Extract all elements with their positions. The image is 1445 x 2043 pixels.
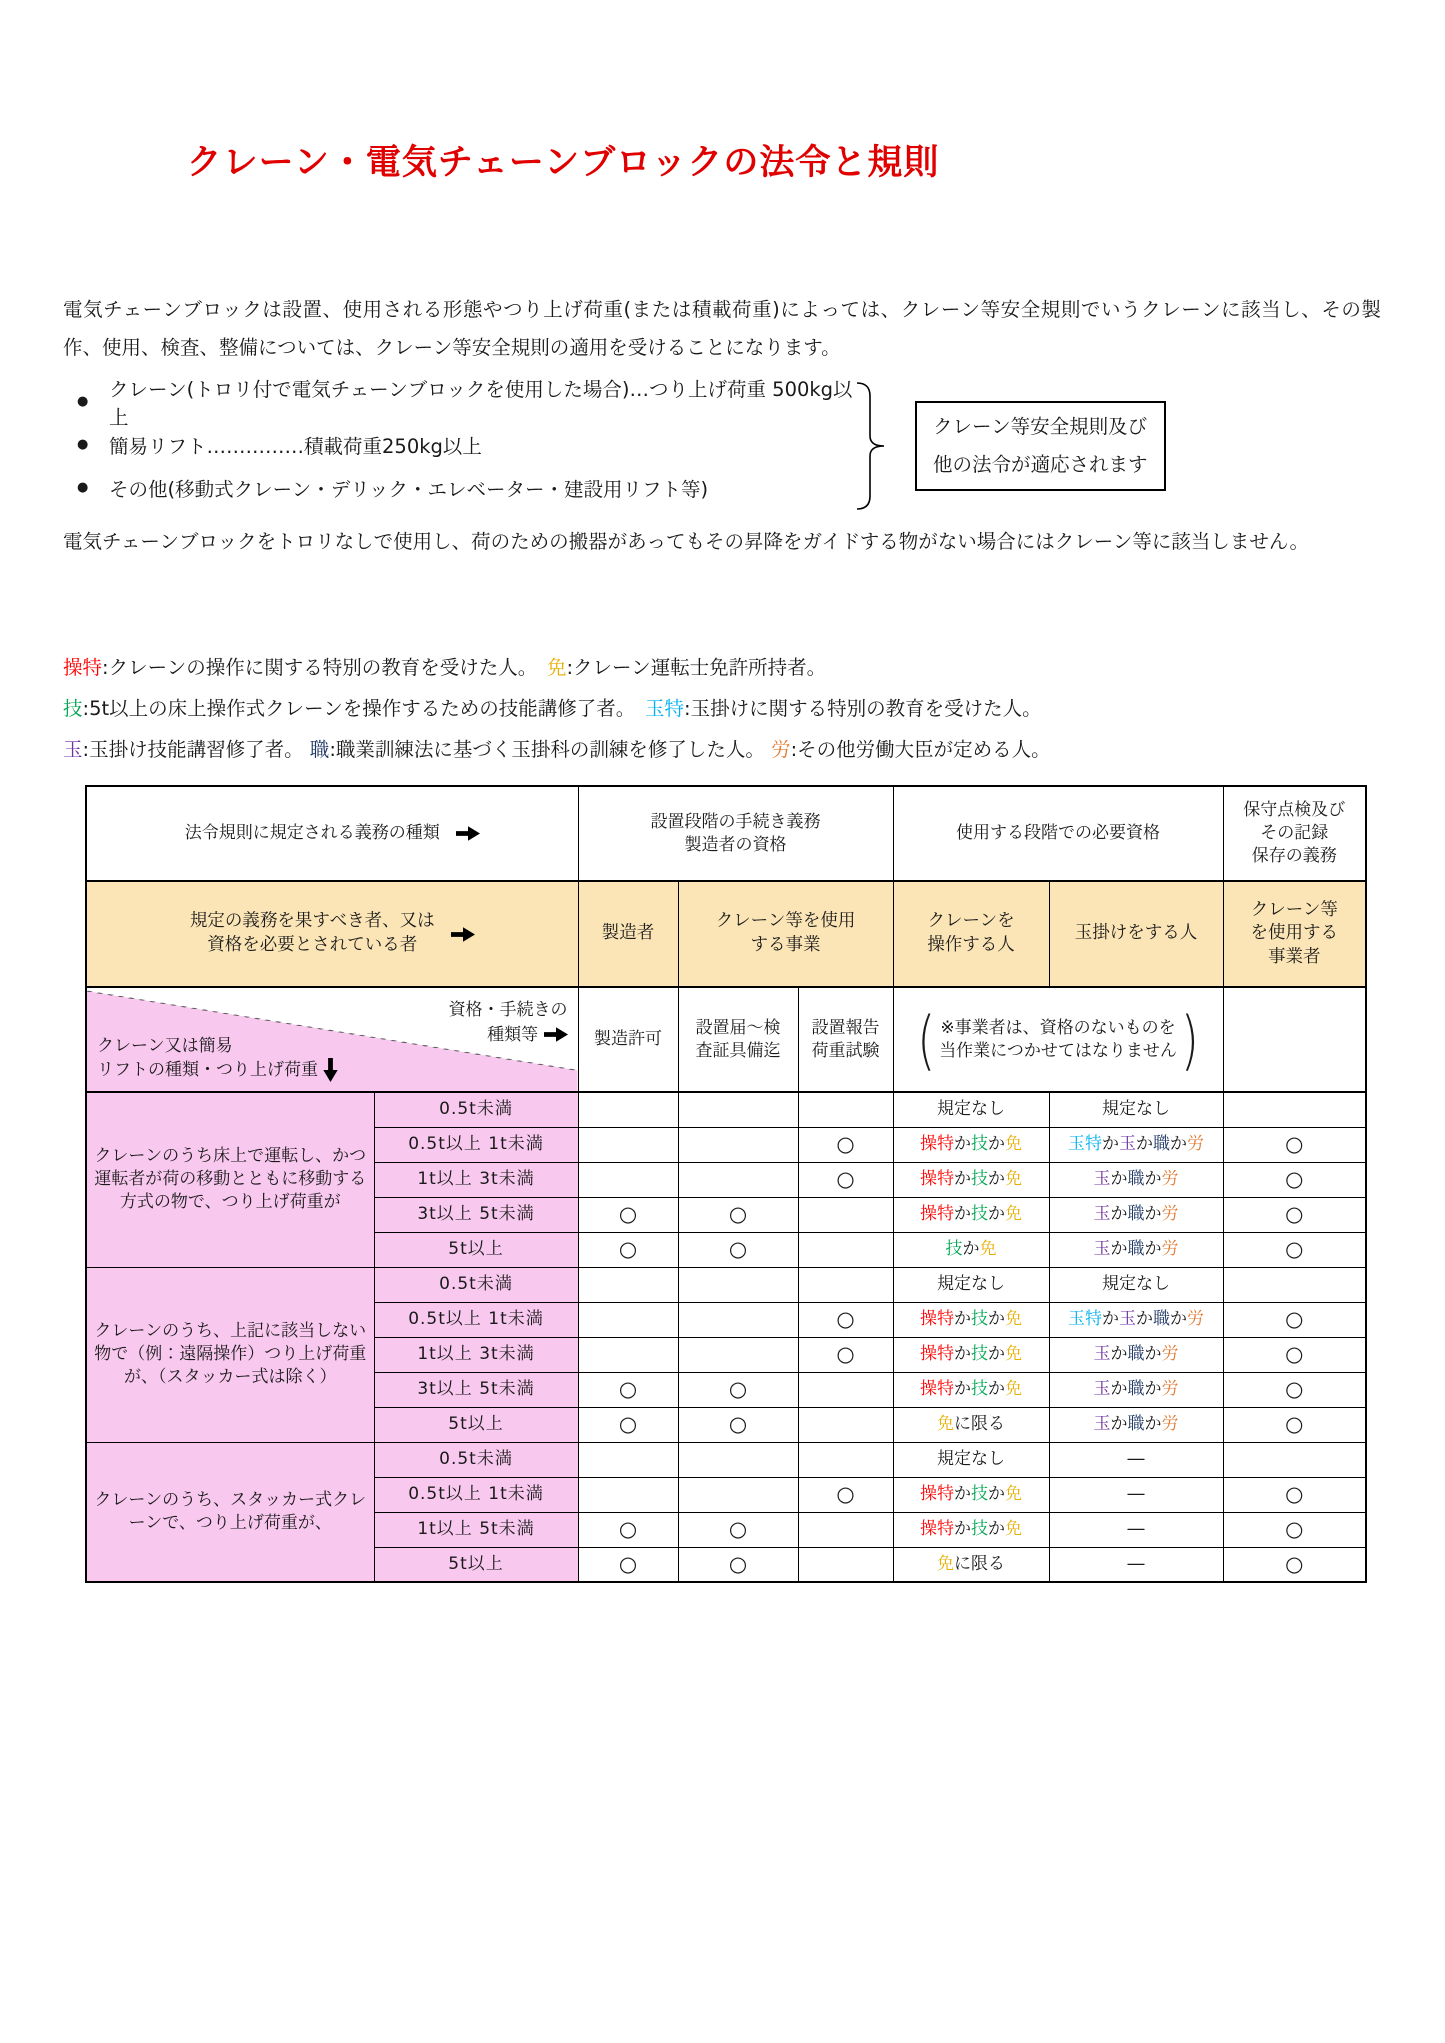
circle-mark: ○	[1285, 1517, 1304, 1542]
term-職: 職	[1127, 1204, 1145, 1225]
header-cell-maker: 製造者	[578, 881, 678, 987]
arrow-down-icon	[323, 1058, 338, 1082]
circle-mark: ○	[618, 1517, 638, 1542]
tonnage-cell: 1t以上 3t未満	[374, 1337, 578, 1372]
data-cell	[1223, 1267, 1366, 1302]
term-技: 技	[971, 1309, 989, 1330]
diagonal-header-cell	[86, 987, 578, 1092]
header-line: クレーンを	[927, 911, 1015, 932]
header-line: リフトの種類・つり上げ荷重	[97, 1058, 338, 1083]
circle-mark-cell	[578, 1512, 678, 1547]
circle-mark-cell	[1223, 1127, 1366, 1162]
bullet-list	[63, 377, 855, 512]
circle-mark-cell	[798, 1302, 893, 1337]
header-line: 設置段階の手続き義務	[650, 811, 821, 832]
term-技: 技	[63, 697, 83, 720]
circle-mark: ○	[836, 1342, 855, 1367]
intro-paragraph-2: 電気チェーンブロックをトロリなしで使用し、荷のための搬器があってもその昇降をガイドする物がない場合にはクレーン等に該当しません。	[63, 530, 1310, 553]
header-cell-installation-report	[678, 987, 798, 1092]
data-cell	[798, 1092, 893, 1127]
data-cell: 規定なし	[1049, 1092, 1223, 1127]
term-免: 免	[1005, 1484, 1023, 1505]
group-label-cell: クレーンのうち床上で運転し、かつ運転者が荷の移動とともに移動する方式の物で、つり上げ荷重が	[86, 1092, 374, 1267]
term-操特: 操特	[920, 1134, 955, 1155]
page-title: クレーン・電気チェーンブロックの法令と規則	[186, 143, 940, 183]
header-line: クレーン又は簡易	[97, 1035, 233, 1056]
header-line: 規定の義務を果すべき者、又は	[189, 911, 435, 932]
header-cell-setup-stage	[578, 786, 893, 881]
data-cell: 操特か技か免	[893, 1372, 1049, 1407]
bullet-icon: ●	[77, 480, 89, 495]
data-cell	[578, 1162, 678, 1197]
circle-mark-cell	[1223, 1162, 1366, 1197]
header-line: 製造者の資格	[684, 834, 787, 855]
header-flex	[91, 822, 574, 845]
data-cell: 玉か職か労	[1049, 1407, 1223, 1442]
data-cell	[678, 1302, 798, 1337]
legend-line	[63, 688, 1445, 729]
term-労: 労	[1161, 1379, 1179, 1400]
term-労: 労	[1161, 1204, 1179, 1225]
data-cell	[578, 1302, 678, 1337]
header-row-3	[86, 987, 1366, 1092]
term-免: 免	[937, 1414, 955, 1435]
circle-mark: ○	[836, 1167, 855, 1192]
term-操特: 操特	[920, 1309, 955, 1330]
tonnage-cell: 5t以上	[374, 1407, 578, 1442]
circle-mark: ○	[728, 1517, 748, 1542]
term-免: 免	[1005, 1204, 1023, 1225]
arrow-right-icon	[451, 927, 475, 942]
data-cell	[578, 1477, 678, 1512]
tonnage-cell: 0.5t未満	[374, 1092, 578, 1127]
circle-mark-cell	[1223, 1407, 1366, 1442]
table-row	[86, 1442, 1366, 1477]
circle-mark: ○	[728, 1237, 748, 1262]
header-line: 荷重試験	[811, 1040, 880, 1061]
data-cell	[578, 1127, 678, 1162]
header-line: 査証具備迄	[695, 1040, 781, 1061]
circle-mark-cell	[1223, 1547, 1366, 1582]
header-text	[190, 910, 435, 957]
header-cell-using-business	[678, 881, 893, 987]
tonnage-cell: 3t以上 5t未満	[374, 1197, 578, 1232]
term-職: 職	[1127, 1414, 1145, 1435]
data-cell	[798, 1372, 893, 1407]
circle-mark-cell	[578, 1547, 678, 1582]
legend-text: :職業訓練法に基づく玉掛科の訓練を修了した人。	[329, 738, 772, 761]
header-cell-user-business	[1223, 881, 1366, 987]
side-note-line: 他の法令が適応されます	[933, 453, 1148, 476]
circle-mark: ○	[1285, 1167, 1304, 1192]
data-cell: 操特か技か免	[893, 1302, 1049, 1337]
term-玉特: 玉特	[1068, 1309, 1103, 1330]
data-cell	[798, 1407, 893, 1442]
bullet-section	[63, 377, 1445, 512]
paren-close: )	[1180, 1001, 1199, 1078]
circle-mark: ○	[618, 1237, 638, 1262]
legend-text: :5t以上の床上操作式クレーンを操作するための技能講修了者。	[82, 697, 645, 720]
term-技: 技	[971, 1379, 989, 1400]
bullet-item	[63, 377, 855, 429]
circle-mark: ○	[618, 1202, 638, 1227]
term-玉: 玉	[1093, 1379, 1111, 1400]
circle-mark: ○	[1285, 1552, 1304, 1577]
data-cell	[578, 1092, 678, 1127]
tonnage-cell: 5t以上	[374, 1232, 578, 1267]
tonnage-cell: 1t以上 3t未満	[374, 1162, 578, 1197]
circle-mark-cell	[678, 1197, 798, 1232]
header-cell-crane-operator	[893, 881, 1049, 987]
arrow-right-icon	[456, 826, 480, 841]
circle-mark-cell	[578, 1407, 678, 1442]
circle-mark-cell	[1223, 1302, 1366, 1337]
data-cell	[578, 1267, 678, 1302]
data-cell: 操特か技か免	[893, 1477, 1049, 1512]
header-line: する事業	[750, 935, 821, 955]
circle-mark: ○	[836, 1132, 855, 1157]
header-flex	[91, 910, 574, 957]
note-line: ※事業者は、資格のないものを	[940, 1017, 1176, 1038]
term-労: 労	[1187, 1134, 1205, 1155]
term-操特: 操特	[920, 1169, 955, 1190]
circle-mark: ○	[728, 1377, 748, 1402]
tonnage-cell: 0.5t未満	[374, 1267, 578, 1302]
circle-mark-cell	[1223, 1512, 1366, 1547]
tonnage-cell: 0.5t以上 1t未満	[374, 1477, 578, 1512]
circle-mark-cell	[578, 1232, 678, 1267]
circle-mark-cell	[798, 1477, 893, 1512]
term-操特: 操特	[920, 1344, 955, 1365]
side-note-box	[915, 401, 1166, 491]
circle-mark: ○	[1285, 1132, 1304, 1157]
data-cell	[678, 1127, 798, 1162]
dash-mark-cell: ―	[1049, 1442, 1223, 1477]
data-cell: 玉か職か労	[1049, 1337, 1223, 1372]
data-cell: 玉か職か労	[1049, 1197, 1223, 1232]
header-line: を使用する	[1250, 923, 1339, 944]
data-cell: 規定なし	[893, 1092, 1049, 1127]
header-row-2	[86, 881, 1366, 987]
circle-mark-cell	[678, 1512, 798, 1547]
data-cell: 玉か職か労	[1049, 1232, 1223, 1267]
intro-paragraph-1: 電気チェーンブロックは設置、使用される形態やつり上げ荷重(または積載荷重)によっては、クレーン等安全規則でいうクレーンに該当し、その製作、使用、検査、整備については、クレーン等安全規則の適用を受けることになります。	[63, 298, 1381, 359]
group-label-cell: クレーンのうち、上記に該当しない物で（例：遠隔操作）つり上げ荷重が、（スタッカー式は除く）	[86, 1267, 374, 1442]
header-cell-obligated-persons	[86, 881, 578, 987]
term-免: 免	[1005, 1169, 1023, 1190]
note-text	[939, 1017, 1177, 1063]
table-header	[86, 786, 1366, 1092]
diag-top-label	[449, 998, 568, 1047]
term-労: 労	[1161, 1414, 1179, 1435]
dash-mark-cell: ―	[1049, 1547, 1223, 1582]
tonnage-cell: 5t以上	[374, 1547, 578, 1582]
header-line: クレーン等を使用	[715, 911, 856, 932]
term-玉: 玉	[1093, 1344, 1111, 1365]
header-line: 保守点検及び	[1243, 800, 1346, 821]
term-職: 職	[1127, 1379, 1145, 1400]
circle-mark-cell	[1223, 1477, 1366, 1512]
circle-mark: ○	[618, 1377, 638, 1402]
data-cell: 操特か技か免	[893, 1127, 1049, 1162]
circle-mark: ○	[1285, 1412, 1304, 1437]
term-操特: 操特	[63, 656, 103, 679]
data-cell: 免に限る	[893, 1547, 1049, 1582]
tonnage-cell: 3t以上 5t未満	[374, 1372, 578, 1407]
legend-line	[63, 729, 1445, 770]
regulation-table	[85, 785, 1367, 1583]
legend	[63, 647, 1445, 770]
header-cell-maintenance	[1223, 786, 1366, 881]
circle-mark-cell	[1223, 1232, 1366, 1267]
note-cell	[893, 987, 1223, 1092]
circle-mark: ○	[1285, 1377, 1304, 1402]
data-cell: 規定なし	[893, 1442, 1049, 1477]
circle-mark-cell	[1223, 1372, 1366, 1407]
term-玉: 玉	[1093, 1239, 1111, 1260]
term-玉: 玉	[1093, 1204, 1111, 1225]
header-cell-manufacture-permit: 製造許可	[578, 987, 678, 1092]
diag-bottom-label	[97, 1034, 338, 1083]
header-cell-load-test	[798, 987, 893, 1092]
data-cell	[678, 1092, 798, 1127]
term-操特: 操特	[920, 1519, 955, 1540]
data-cell: 操特か技か免	[893, 1162, 1049, 1197]
circle-mark-cell	[678, 1407, 798, 1442]
bullet-text: クレーン(トロリ付で電気チェーンブロックを使用した場合)…つり上げ荷重 500kg以上	[109, 377, 853, 429]
circle-mark-cell	[1223, 1197, 1366, 1232]
brace-icon	[855, 380, 891, 512]
dash-mark-cell: ―	[1049, 1512, 1223, 1547]
data-cell: 操特か技か免	[893, 1337, 1049, 1372]
header-cell-empty	[1223, 987, 1366, 1092]
header-line: 種類等	[449, 1023, 568, 1048]
term-玉: 玉	[1093, 1169, 1111, 1190]
circle-mark: ○	[1285, 1342, 1304, 1367]
data-cell	[578, 1337, 678, 1372]
data-cell	[798, 1547, 893, 1582]
header-line: クレーン等	[1250, 899, 1338, 920]
term-職: 職	[1127, 1169, 1145, 1190]
term-技: 技	[971, 1344, 989, 1365]
term-玉: 玉	[63, 738, 83, 761]
term-職: 職	[1127, 1239, 1145, 1260]
header-line: 設置届〜検	[695, 1017, 781, 1038]
circle-mark: ○	[728, 1202, 748, 1227]
term-免: 免	[937, 1553, 955, 1574]
term-玉: 玉	[1093, 1414, 1111, 1435]
arrow-right-icon	[544, 1027, 568, 1042]
tonnage-cell: 0.5t未満	[374, 1442, 578, 1477]
data-cell: 玉特か玉か職か労	[1049, 1302, 1223, 1337]
term-労: 労	[1161, 1344, 1179, 1365]
data-cell: 免に限る	[893, 1407, 1049, 1442]
circle-mark: ○	[618, 1552, 638, 1577]
data-cell	[678, 1267, 798, 1302]
header-line: その記録	[1260, 823, 1329, 844]
data-cell	[1223, 1442, 1366, 1477]
term-技: 技	[971, 1204, 989, 1225]
paren-open: (	[917, 1001, 936, 1078]
dash-mark-cell: ―	[1049, 1477, 1223, 1512]
circle-mark-cell	[678, 1372, 798, 1407]
term-職: 職	[1153, 1134, 1171, 1155]
legend-text: :クレーンの操作に関する特別の教育を受けた人。	[102, 656, 547, 679]
term-労: 労	[1187, 1309, 1205, 1330]
header-cell-use-stage: 使用する段階での必要資格	[893, 786, 1223, 881]
term-操特: 操特	[920, 1379, 955, 1400]
table-row	[86, 1092, 1366, 1127]
data-cell	[578, 1442, 678, 1477]
term-玉: 玉	[1119, 1309, 1137, 1330]
header-text: 法令規則に規定される義務の種類	[184, 823, 440, 844]
data-cell	[678, 1337, 798, 1372]
header-row-1	[86, 786, 1366, 881]
circle-mark-cell	[1223, 1337, 1366, 1372]
bullet-icon: ●	[77, 394, 89, 409]
term-技: 技	[971, 1134, 989, 1155]
term-免: 免	[979, 1239, 997, 1260]
data-cell	[798, 1232, 893, 1267]
circle-mark-cell	[798, 1162, 893, 1197]
data-cell	[798, 1512, 893, 1547]
term-労: 労	[1161, 1239, 1179, 1260]
note-flex	[898, 1001, 1219, 1078]
circle-mark-cell	[678, 1232, 798, 1267]
data-cell: 玉か職か労	[1049, 1162, 1223, 1197]
term-職: 職	[1153, 1309, 1171, 1330]
data-cell	[798, 1197, 893, 1232]
data-cell: 操特か技か免	[893, 1512, 1049, 1547]
circle-mark-cell	[578, 1197, 678, 1232]
data-cell	[1223, 1092, 1366, 1127]
header-cell-duty-types	[86, 786, 578, 881]
side-note-line: クレーン等安全規則及び	[933, 415, 1148, 438]
data-cell	[798, 1267, 893, 1302]
circle-mark: ○	[1285, 1237, 1304, 1262]
note-line: 当作業につかせてはなりません	[939, 1040, 1177, 1061]
data-cell: 操特か技か免	[893, 1197, 1049, 1232]
term-免: 免	[546, 656, 567, 679]
legend-line	[63, 647, 1445, 688]
term-免: 免	[1005, 1134, 1023, 1155]
term-技: 技	[971, 1519, 989, 1540]
term-操特: 操特	[920, 1204, 955, 1225]
circle-mark-cell	[578, 1372, 678, 1407]
circle-mark-cell	[798, 1127, 893, 1162]
term-職: 職	[309, 738, 330, 761]
legend-text: :クレーン運転士免許所持者。	[566, 656, 827, 679]
data-cell	[678, 1442, 798, 1477]
tonnage-cell: 1t以上 5t未満	[374, 1512, 578, 1547]
header-line: 資格を必要とされている者	[207, 935, 418, 955]
header-line: 操作する人	[927, 935, 1015, 955]
circle-mark: ○	[1285, 1482, 1304, 1507]
circle-mark-cell	[798, 1337, 893, 1372]
circle-mark: ○	[1285, 1307, 1304, 1332]
header-line: 設置報告	[811, 1017, 880, 1038]
term-労: 労	[771, 738, 791, 761]
term-玉特: 玉特	[1068, 1134, 1103, 1155]
header-line: 保存の義務	[1251, 845, 1337, 866]
term-免: 免	[1005, 1309, 1023, 1330]
legend-text: :その他労働大臣が定める人。	[790, 738, 1051, 761]
circle-mark-cell	[678, 1547, 798, 1582]
data-cell	[798, 1442, 893, 1477]
legend-text: :玉掛けに関する特別の教育を受けた人。	[684, 697, 1042, 720]
term-操特: 操特	[920, 1484, 955, 1505]
legend-text: :玉掛け技能講習修了者。	[82, 738, 310, 761]
data-cell: 玉か職か労	[1049, 1372, 1223, 1407]
header-cell-slinger: 玉掛けをする人	[1049, 881, 1223, 987]
circle-mark: ○	[836, 1482, 855, 1507]
circle-mark: ○	[728, 1412, 748, 1437]
term-免: 免	[1005, 1379, 1023, 1400]
circle-mark: ○	[728, 1552, 748, 1577]
term-労: 労	[1161, 1169, 1179, 1190]
data-cell: 規定なし	[1049, 1267, 1223, 1302]
term-技: 技	[945, 1239, 963, 1260]
term-技: 技	[971, 1169, 989, 1190]
term-玉特: 玉特	[645, 697, 685, 720]
tonnage-cell: 0.5t以上 1t未満	[374, 1127, 578, 1162]
header-line: 資格・手続きの	[448, 1000, 568, 1020]
table-body	[86, 1092, 1366, 1582]
data-cell: 技か免	[893, 1232, 1049, 1267]
data-cell: 玉特か玉か職か労	[1049, 1127, 1223, 1162]
table-row	[86, 1267, 1366, 1302]
circle-mark: ○	[836, 1307, 855, 1332]
term-免: 免	[1005, 1519, 1023, 1540]
data-cell	[678, 1477, 798, 1512]
data-cell: 規定なし	[893, 1267, 1049, 1302]
term-玉: 玉	[1119, 1134, 1137, 1155]
term-職: 職	[1127, 1344, 1145, 1365]
tonnage-cell: 0.5t以上 1t未満	[374, 1302, 578, 1337]
bullet-text: その他(移動式クレーン・デリック・エレベーター・建設用リフト等)	[109, 477, 709, 501]
group-label-cell: クレーンのうち、スタッカー式クレーンで、つり上げ荷重が、	[86, 1442, 374, 1582]
bullet-text: 簡易リフト……………積載荷重250kg以上	[109, 434, 482, 458]
bullet-icon: ●	[77, 437, 89, 452]
term-技: 技	[971, 1484, 989, 1505]
term-免: 免	[1005, 1344, 1023, 1365]
data-cell	[678, 1162, 798, 1197]
circle-mark: ○	[618, 1412, 638, 1437]
header-line: 事業者	[1268, 946, 1321, 967]
bullet-item	[63, 466, 855, 509]
circle-mark: ○	[1285, 1202, 1304, 1227]
